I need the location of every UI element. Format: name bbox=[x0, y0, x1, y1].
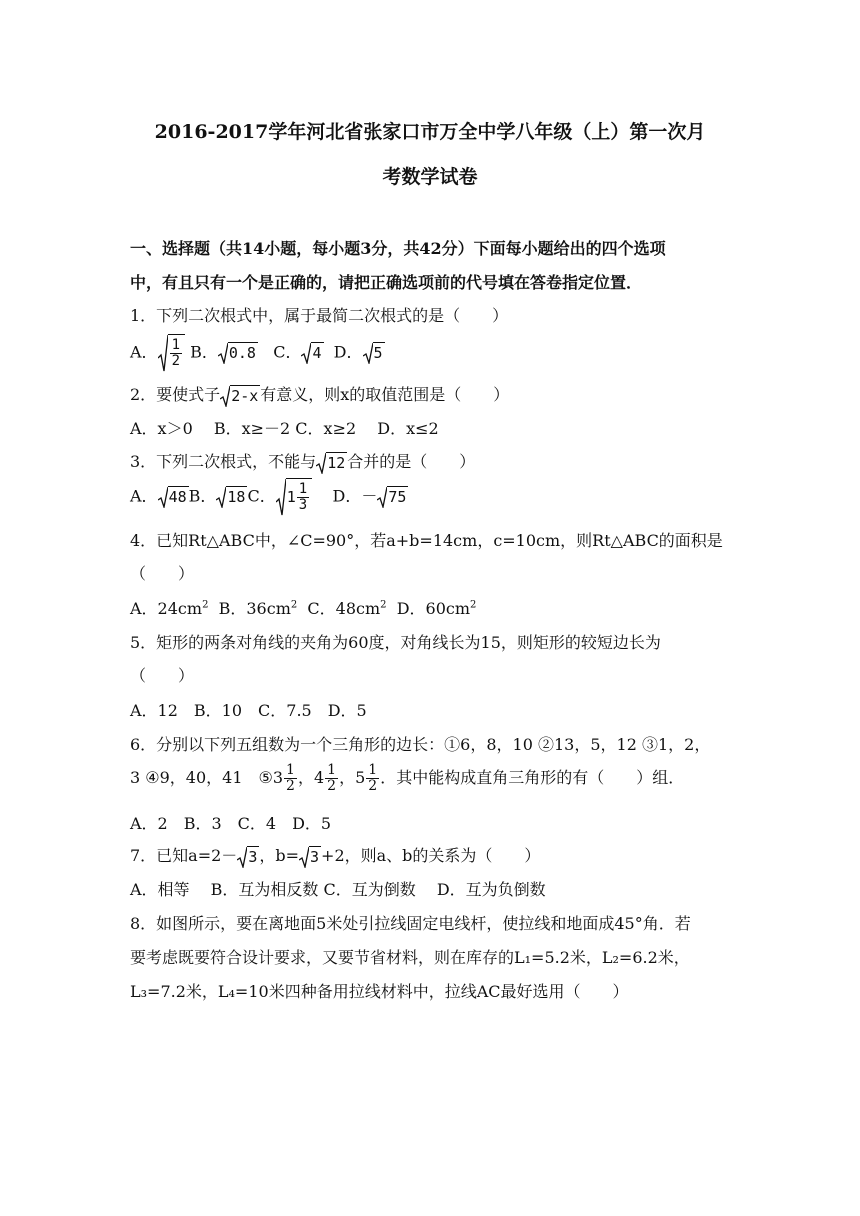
q1-option-d-label: D． bbox=[333, 342, 363, 362]
q1-option-b-label: B． bbox=[190, 342, 218, 362]
q5-stem: 5．矩形的两条对角线的夹角为60度，对角线长为15，则矩形的较短边长为 bbox=[130, 633, 661, 652]
q2-options: A．x＞0 B．x≥－2 C．x≥2 D．x≤2 bbox=[130, 419, 439, 438]
q8-stem: 8．如图所示，要在离地面5米处引拉线固定电线杆，使拉线和地面成45°角．若 bbox=[130, 914, 691, 933]
q5-options: A．12 B．10 C．7.5 D．5 bbox=[130, 701, 367, 720]
q8-stem-line2: 要考虑既要符合设计要求，又要节省材料，则在库存的L₁=5.2米，L₂=6.2米， bbox=[130, 948, 690, 967]
q2-stem: 2．要使式子 2-x 有意义，则x的取值范围是（ ） bbox=[130, 385, 510, 405]
q1-fraction: $\frac{1}{2}$ bbox=[171, 337, 180, 369]
q7-radical-a: 3 bbox=[237, 846, 259, 868]
q6-stem: 6．分别以下列五组数为一个三角形的边长：①6，8，10 ②13，5，12 ③1，2， bbox=[130, 735, 711, 754]
q1-option-c-label: C． bbox=[273, 342, 302, 362]
section-heading-line2: 中，有且只有一个是正确的，请把正确选项前的代号填在答卷指定位置． bbox=[130, 273, 643, 292]
q4-paren: （ ） bbox=[130, 564, 195, 583]
q3-option-a-radical: 48 bbox=[158, 486, 189, 508]
q3-radical: 12 bbox=[316, 452, 347, 474]
q1-option-a-label: A． bbox=[130, 342, 158, 362]
q2-radical: 2-x bbox=[220, 385, 260, 407]
q3-stem: 3．下列二次根式，不能与 12 合并的是（ ） bbox=[130, 452, 476, 472]
q3-option-b-radical: 18 bbox=[216, 486, 247, 508]
q7-stem: 7．已知a=2－ 3 ，b= 3 +2，则a、b的关系为（ ） bbox=[130, 846, 541, 866]
q3-options: A． 48 B． 18 C． 1 $\frac{1}{3}$ D．－ 75 bbox=[130, 478, 408, 516]
q3-option-d-radical: 75 bbox=[377, 486, 408, 508]
q1-options bbox=[130, 334, 385, 372]
q1-option-a-radical bbox=[158, 334, 185, 372]
q8-stem-line3: L₃=7.2米，L₄=10米四种备用拉线材料中，拉线AC最好选用（ ） bbox=[130, 982, 629, 1001]
q1-stem: 1．下列二次根式中，属于最简二次根式的是（ ） bbox=[130, 306, 509, 325]
section-heading: 一、选择题（共14小题，每小题3分，共42分）下面每小题给出的四个选项 bbox=[130, 239, 666, 258]
q7-radical-b: 3 bbox=[299, 846, 321, 868]
page-title: 2016-2017学年河北省张家口市万全中学八年级（上）第一次月 bbox=[154, 121, 706, 143]
q1-option-b-radical: 0.8 bbox=[218, 342, 258, 364]
page-title-line2: 考数学试卷 bbox=[382, 166, 478, 188]
q3-option-c-radical: 1 $\frac{1}{3}$ bbox=[276, 478, 312, 516]
q5-paren: （ ） bbox=[130, 666, 195, 685]
q4-stem: 4．已知Rt△ABC中，∠C=90°，若a+b=14cm，c=10cm，则Rt△ABC的面积是 bbox=[130, 531, 723, 550]
q7-options: A．相等 B．互为相反数 C．互为倒数 D．互为负倒数 bbox=[130, 880, 546, 899]
q1-option-c-radical: 4 bbox=[301, 342, 323, 364]
q1-option-d-radical: 5 bbox=[363, 342, 385, 364]
q4-options: A．$24cm^2$ B．$36cm^2$ C．$48cm^2$ D．$60cm^2$ bbox=[130, 599, 477, 618]
q6-stem-line2: 3 ④9，40，41 ⑤3 $\frac{1}{2}$ ，4 $\frac{1}{2}$ ，5 $\frac{1}{2}$ ．其中能构成直角三角形的有（ ）组． bbox=[130, 762, 685, 794]
q6-options: A．2 B．3 C．4 D．5 bbox=[130, 814, 332, 833]
